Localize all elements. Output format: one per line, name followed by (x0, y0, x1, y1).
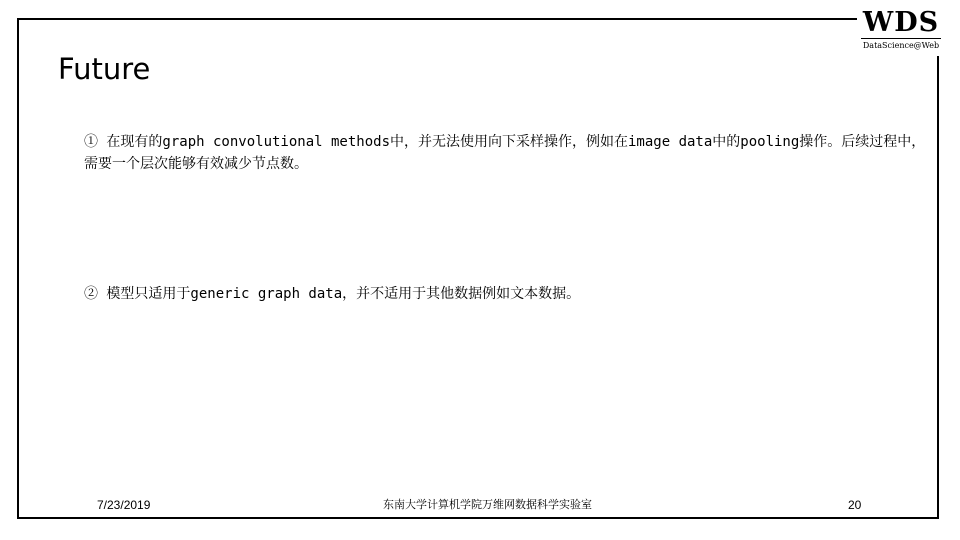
wds-logo (857, 8, 945, 56)
slide-frame (17, 18, 939, 519)
slide-title: Future (58, 52, 151, 86)
logo-sub-text: DataScience@Web (862, 41, 940, 50)
footer-organization: 东南大学计算机学院万维网数据科学实验室 (383, 498, 592, 511)
paragraph-1: ① 在现有的graph convolutional methods中，并无法使用向下采样操作，例如在image data中的pooling操作。后续过程中，需要一个层次能够有效减少节点数。 (84, 134, 926, 172)
paragraph-2: ② 模型只适用于generic graph data，并不适用于其他数据例如文本数据。 (84, 286, 581, 302)
footer-date: 7/23/2019 (97, 498, 151, 512)
logo-main-text: WDS (862, 7, 940, 38)
footer-page-number: 20 (848, 498, 862, 512)
